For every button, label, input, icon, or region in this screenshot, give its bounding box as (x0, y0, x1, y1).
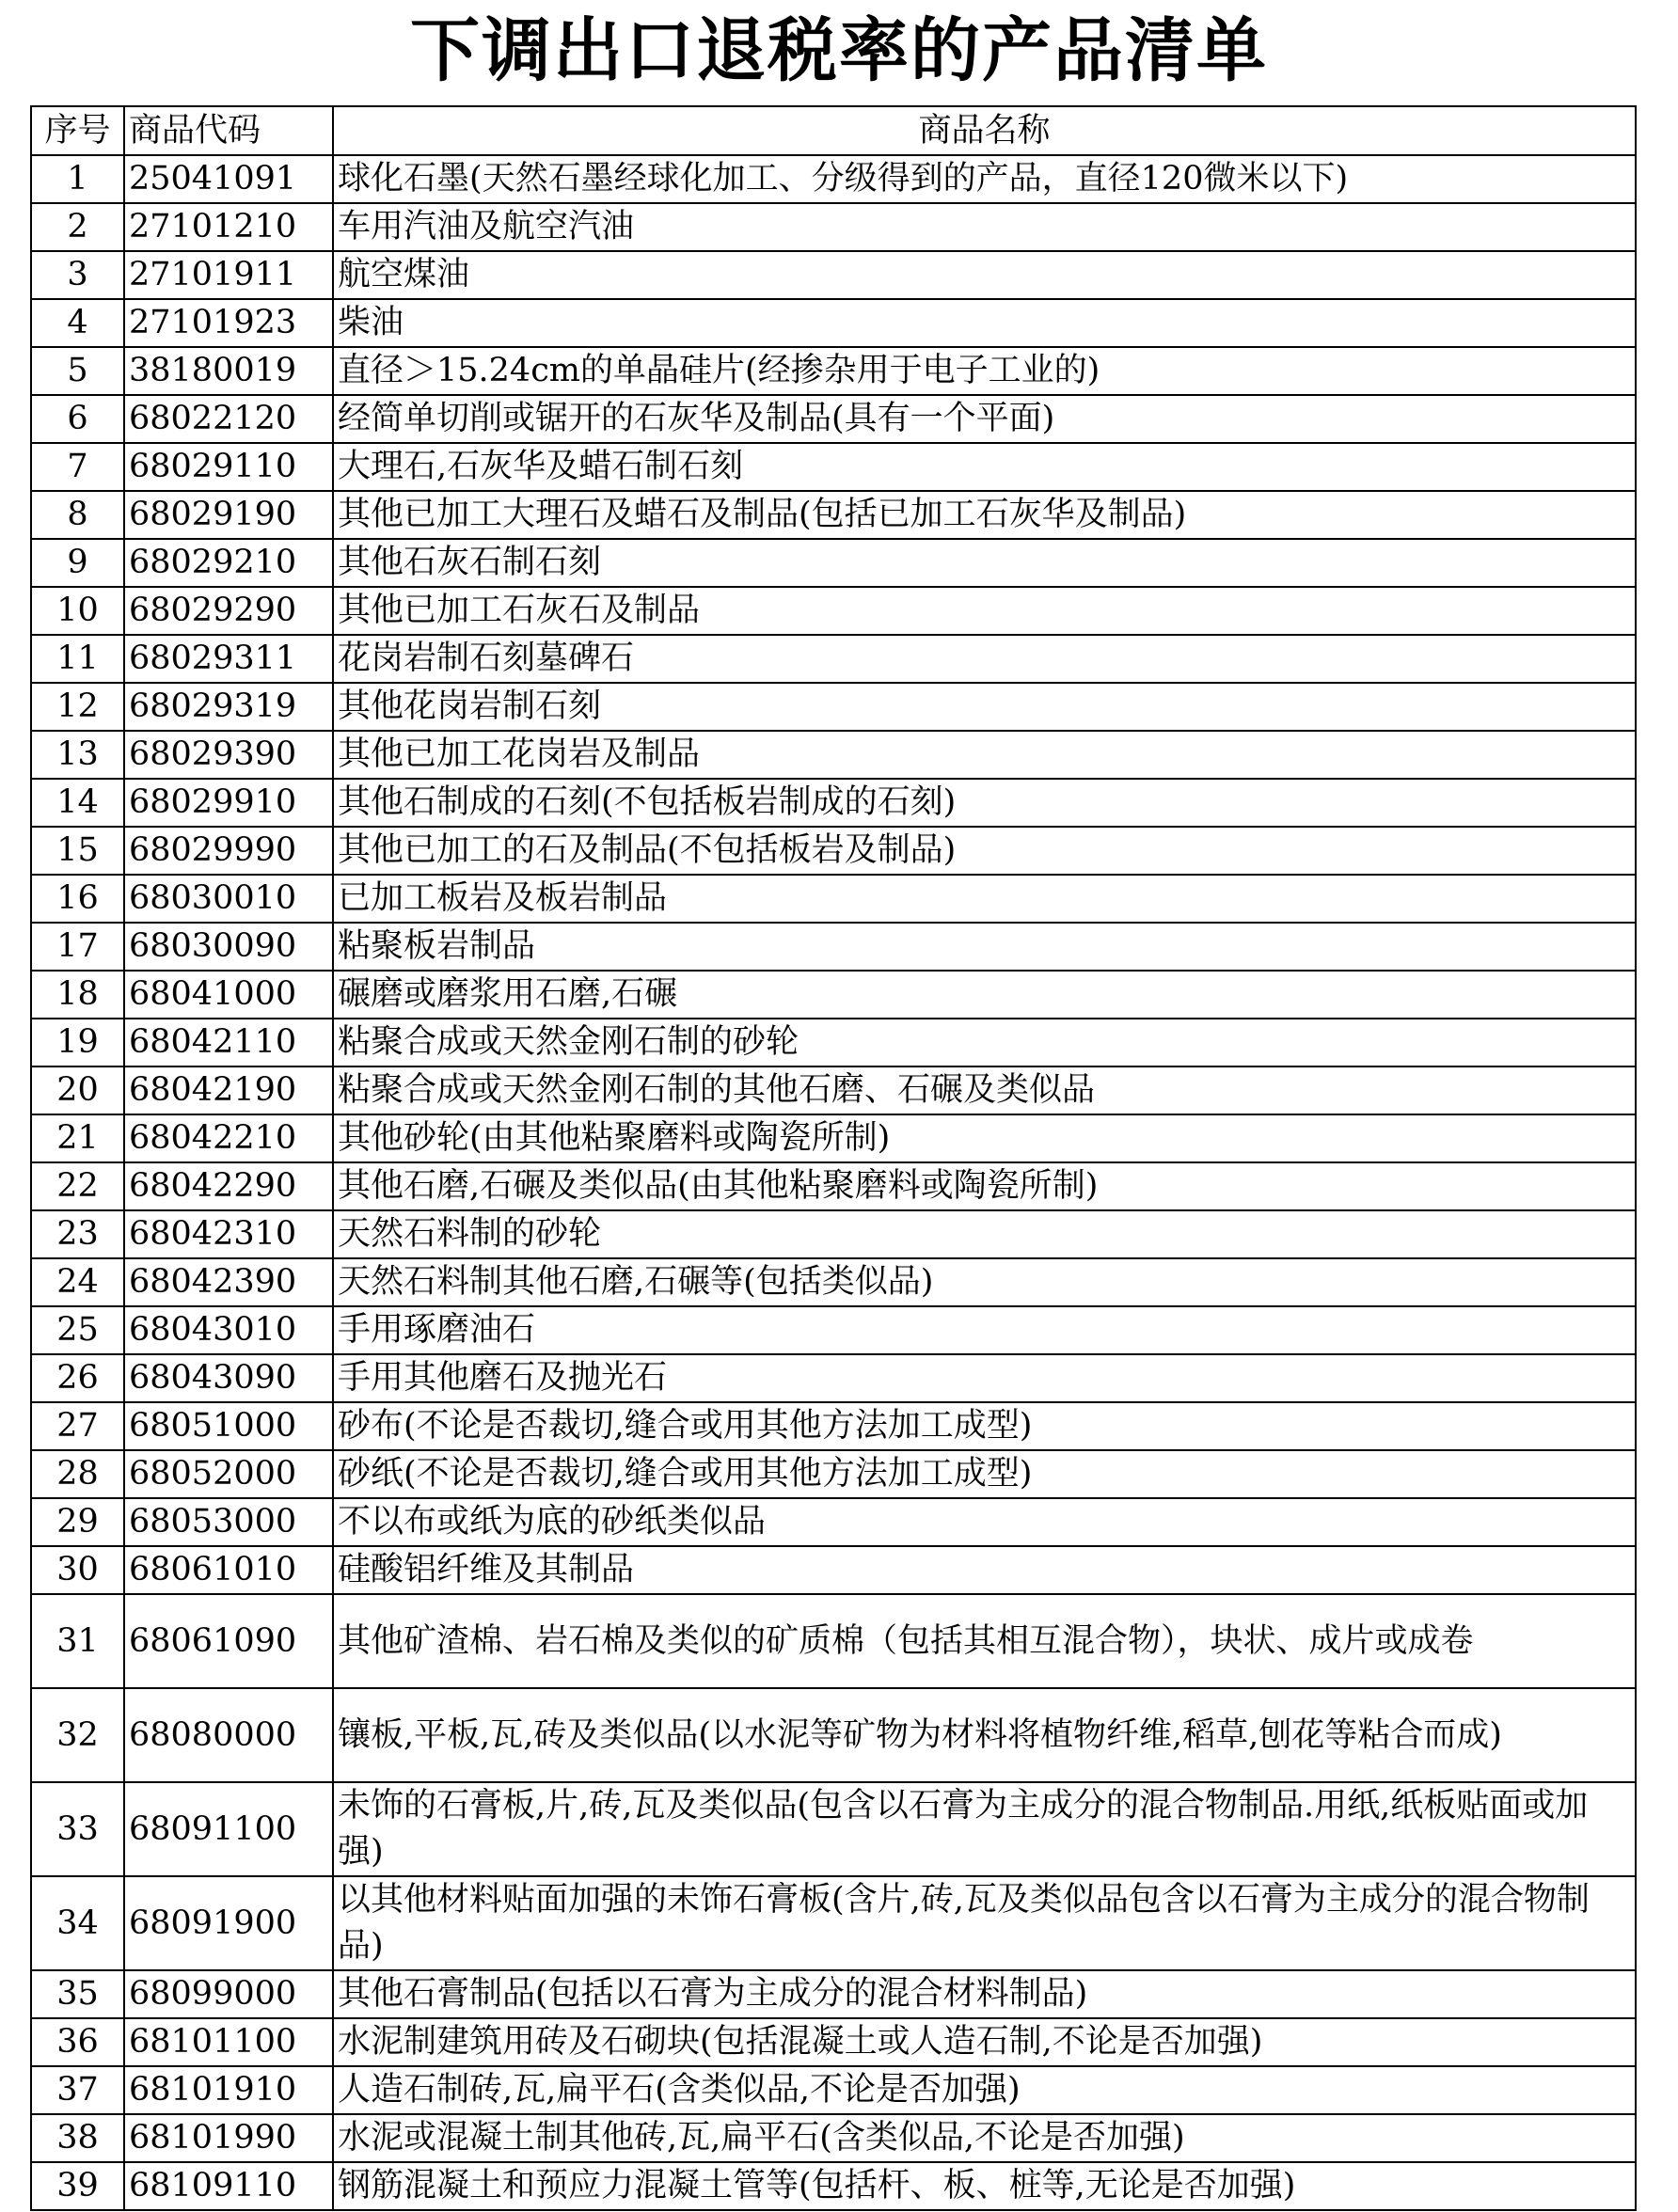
table-row (31, 971, 1636, 1019)
table-row (31, 299, 1636, 347)
cell-seq: 21 (31, 1114, 124, 1162)
cell-seq: 25 (31, 1306, 124, 1354)
table-row (31, 587, 1636, 635)
header-code: 商品代码 (124, 106, 333, 155)
cell-seq: 6 (31, 395, 124, 443)
cell-seq: 13 (31, 731, 124, 779)
cell-seq: 30 (31, 1546, 124, 1594)
cell-code: 68101910 (124, 2066, 333, 2114)
table-row (31, 2162, 1636, 2210)
cell-code: 68022120 (124, 395, 333, 443)
cell-seq: 20 (31, 1066, 124, 1114)
cell-seq: 26 (31, 1354, 124, 1402)
cell-code: 68080000 (124, 1688, 333, 1782)
cell-name: 已加工板岩及板岩制品 (333, 875, 1636, 923)
table-row (31, 1782, 1636, 1876)
table-row (31, 203, 1636, 251)
cell-code: 68029390 (124, 731, 333, 779)
cell-seq: 9 (31, 539, 124, 587)
cell-name: 硅酸铝纤维及其制品 (333, 1546, 1636, 1594)
table-row (31, 923, 1636, 971)
cell-name: 粘聚合成或天然金刚石制的其他石磨、石碾及类似品 (333, 1066, 1636, 1114)
header-name: 商品名称 (333, 106, 1636, 155)
cell-seq: 16 (31, 875, 124, 923)
table-header-row (31, 106, 1636, 155)
cell-name: 钢筋混凝土和预应力混凝土管等(包括杆、板、桩等,无论是否加强) (333, 2162, 1636, 2210)
cell-name: 车用汽油及航空汽油 (333, 203, 1636, 251)
table-row (31, 1546, 1636, 1594)
cell-seq: 39 (31, 2162, 124, 2210)
table-row (31, 1354, 1636, 1402)
cell-name: 粘聚合成或天然金刚石制的砂轮 (333, 1019, 1636, 1066)
table-row (31, 2066, 1636, 2114)
cell-name: 其他石膏制品(包括以石膏为主成分的混合材料制品) (333, 1970, 1636, 2018)
table-row (31, 1688, 1636, 1782)
table-row (31, 875, 1636, 923)
cell-code: 68030010 (124, 875, 333, 923)
table-row (31, 1258, 1636, 1306)
cell-code: 27101911 (124, 251, 333, 299)
cell-name: 水泥制建筑用砖及石砌块(包括混凝土或人造石制,不论是否加强) (333, 2018, 1636, 2066)
cell-name: 花岗岩制石刻墓碑石 (333, 635, 1636, 683)
cell-name: 砂纸(不论是否裁切,缝合或用其他方法加工成型) (333, 1450, 1636, 1498)
cell-name: 其他砂轮(由其他粘聚磨料或陶瓷所制) (333, 1114, 1636, 1162)
cell-name: 其他已加工的石及制品(不包括板岩及制品) (333, 827, 1636, 875)
cell-name: 天然石料制其他石磨,石碾等(包括类似品) (333, 1258, 1636, 1306)
cell-name: 水泥或混凝土制其他砖,瓦,扁平石(含类似品,不论是否加强) (333, 2114, 1636, 2162)
cell-seq: 4 (31, 299, 124, 347)
cell-name: 其他花岗岩制石刻 (333, 683, 1636, 731)
cell-seq: 15 (31, 827, 124, 875)
cell-seq: 31 (31, 1594, 124, 1688)
table-row (31, 1970, 1636, 2018)
table-row (31, 491, 1636, 539)
cell-name: 航空煤油 (333, 251, 1636, 299)
table-row (31, 779, 1636, 827)
cell-code: 68061010 (124, 1546, 333, 1594)
cell-name: 直径＞15.24cm的单晶硅片(经掺杂用于电子工业的) (333, 347, 1636, 395)
table-row (31, 155, 1636, 203)
cell-name: 碾磨或磨浆用石磨,石碾 (333, 971, 1636, 1019)
cell-name: 其他矿渣棉、岩石棉及类似的矿质棉（包括其相互混合物），块状、成片或成卷 (333, 1594, 1636, 1688)
cell-code: 68041000 (124, 971, 333, 1019)
cell-seq: 5 (31, 347, 124, 395)
cell-code: 68029319 (124, 683, 333, 731)
cell-seq: 27 (31, 1402, 124, 1450)
cell-name: 经简单切削或锯开的石灰华及制品(具有一个平面) (333, 395, 1636, 443)
cell-code: 68029210 (124, 539, 333, 587)
cell-seq: 24 (31, 1258, 124, 1306)
cell-code: 68042190 (124, 1066, 333, 1114)
cell-seq: 33 (31, 1782, 124, 1876)
cell-seq: 28 (31, 1450, 124, 1498)
cell-seq: 14 (31, 779, 124, 827)
cell-name: 砂布(不论是否裁切,缝合或用其他方法加工成型) (333, 1402, 1636, 1450)
cell-code: 68043090 (124, 1354, 333, 1402)
table-row (31, 1066, 1636, 1114)
cell-seq: 17 (31, 923, 124, 971)
cell-name: 手用其他磨石及抛光石 (333, 1354, 1636, 1402)
cell-name: 不以布或纸为底的砂纸类似品 (333, 1498, 1636, 1546)
cell-code: 38180019 (124, 347, 333, 395)
cell-code: 68109110 (124, 2162, 333, 2210)
cell-name: 手用琢磨油石 (333, 1306, 1636, 1354)
cell-code: 27101923 (124, 299, 333, 347)
cell-name: 天然石料制的砂轮 (333, 1210, 1636, 1258)
cell-name: 其他石磨,石碾及类似品(由其他粘聚磨料或陶瓷所制) (333, 1162, 1636, 1210)
cell-seq: 18 (31, 971, 124, 1019)
table-row (31, 1876, 1636, 1970)
table-row (31, 347, 1636, 395)
table-row (31, 2114, 1636, 2162)
cell-name: 其他石制成的石刻(不包括板岩制成的石刻) (333, 779, 1636, 827)
cell-code: 68091900 (124, 1876, 333, 1970)
cell-code: 68029290 (124, 587, 333, 635)
cell-name: 其他已加工花岗岩及制品 (333, 731, 1636, 779)
table-row (31, 1594, 1636, 1688)
cell-seq: 35 (31, 1970, 124, 2018)
cell-name: 柴油 (333, 299, 1636, 347)
table-row (31, 1450, 1636, 1498)
header-seq: 序号 (31, 106, 124, 155)
cell-seq: 36 (31, 2018, 124, 2066)
table-row (31, 443, 1636, 491)
cell-name: 大理石,石灰华及蜡石制石刻 (333, 443, 1636, 491)
cell-code: 68042290 (124, 1162, 333, 1210)
cell-code: 68061090 (124, 1594, 333, 1688)
table-row (31, 2018, 1636, 2066)
cell-code: 68101990 (124, 2114, 333, 2162)
table-row (31, 1162, 1636, 1210)
table-row (31, 731, 1636, 779)
table-row (31, 1114, 1636, 1162)
cell-seq: 1 (31, 155, 124, 203)
table-row (31, 683, 1636, 731)
cell-seq: 34 (31, 1876, 124, 1970)
table-row (31, 827, 1636, 875)
cell-name: 镶板,平板,瓦,砖及类似品(以水泥等矿物为材料将植物纤维,稻草,刨花等粘合而成) (333, 1688, 1636, 1782)
cell-name: 未饰的石膏板,片,砖,瓦及类似品(包含以石膏为主成分的混合物制品.用纸,纸板贴面或加强) (333, 1782, 1636, 1876)
cell-seq: 23 (31, 1210, 124, 1258)
cell-name: 粘聚板岩制品 (333, 923, 1636, 971)
cell-seq: 37 (31, 2066, 124, 2114)
cell-code: 68052000 (124, 1450, 333, 1498)
cell-code: 68029190 (124, 491, 333, 539)
table-row (31, 1402, 1636, 1450)
cell-name: 其他已加工石灰石及制品 (333, 587, 1636, 635)
cell-seq: 8 (31, 491, 124, 539)
cell-seq: 3 (31, 251, 124, 299)
cell-seq: 22 (31, 1162, 124, 1210)
cell-code: 68043010 (124, 1306, 333, 1354)
cell-seq: 10 (31, 587, 124, 635)
cell-seq: 19 (31, 1019, 124, 1066)
cell-seq: 38 (31, 2114, 124, 2162)
cell-seq: 2 (31, 203, 124, 251)
table-row (31, 539, 1636, 587)
cell-seq: 11 (31, 635, 124, 683)
cell-code: 68029311 (124, 635, 333, 683)
cell-code: 68042210 (124, 1114, 333, 1162)
product-table (30, 105, 1637, 2211)
cell-seq: 12 (31, 683, 124, 731)
cell-code: 68101100 (124, 2018, 333, 2066)
cell-code: 68029990 (124, 827, 333, 875)
cell-name: 以其他材料贴面加强的未饰石膏板(含片,砖,瓦及类似品包含以石膏为主成分的混合物制品) (333, 1876, 1636, 1970)
table-row (31, 1498, 1636, 1546)
page-title: 下调出口退税率的产品清单 (410, 10, 1268, 91)
cell-seq: 32 (31, 1688, 124, 1782)
cell-code: 68099000 (124, 1970, 333, 2018)
cell-code: 68042310 (124, 1210, 333, 1258)
cell-code: 68091100 (124, 1782, 333, 1876)
table-row (31, 1210, 1636, 1258)
cell-code: 27101210 (124, 203, 333, 251)
cell-code: 68042390 (124, 1258, 333, 1306)
cell-code: 25041091 (124, 155, 333, 203)
cell-code: 68030090 (124, 923, 333, 971)
table-row (31, 251, 1636, 299)
cell-name: 人造石制砖,瓦,扁平石(含类似品,不论是否加强) (333, 2066, 1636, 2114)
cell-name: 球化石墨(天然石墨经球化加工、分级得到的产品，直径120微米以下) (333, 155, 1636, 203)
cell-code: 68029910 (124, 779, 333, 827)
cell-seq: 7 (31, 443, 124, 491)
cell-name: 其他石灰石制石刻 (333, 539, 1636, 587)
table-row (31, 395, 1636, 443)
cell-code: 68042110 (124, 1019, 333, 1066)
cell-seq: 29 (31, 1498, 124, 1546)
cell-code: 68053000 (124, 1498, 333, 1546)
cell-code: 68051000 (124, 1402, 333, 1450)
cell-code: 68029110 (124, 443, 333, 491)
table-row (31, 635, 1636, 683)
table-row (31, 1306, 1636, 1354)
cell-name: 其他已加工大理石及蜡石及制品(包括已加工石灰华及制品) (333, 491, 1636, 539)
table-row (31, 1019, 1636, 1066)
